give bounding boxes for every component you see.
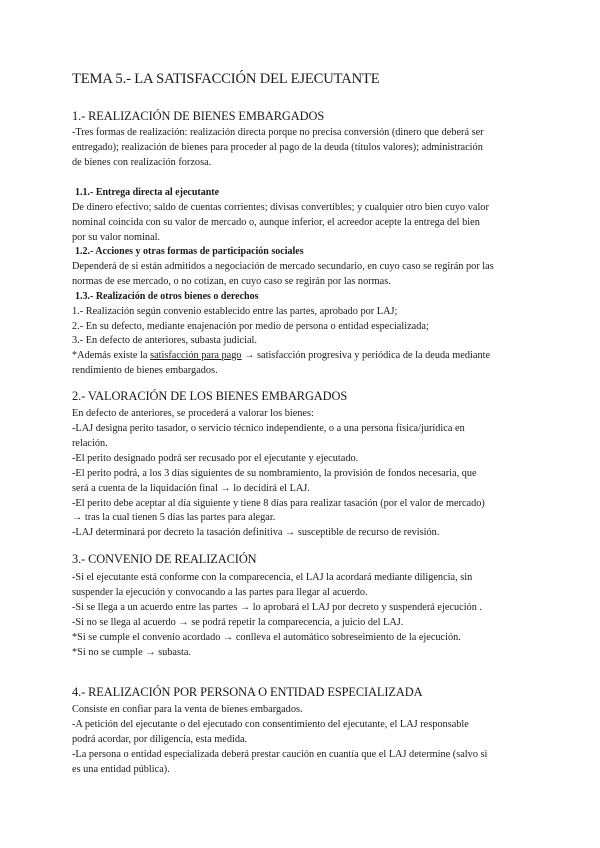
paragraph-line: -LAJ designa perito tasador, o servicio técnico independiente, o a una persona física/jurídica en — [72, 423, 465, 434]
paragraph-line: -Si no se llega al acuerdo → se podrá repetir la comparecencia, a juicio del LAJ. — [72, 617, 404, 628]
paragraph-line: podrá acordar, por diligencia, esta medida. — [72, 734, 248, 745]
paragraph-line: por su valor nominal. — [72, 232, 161, 243]
note-line: rendimiento de bienes embargados. — [72, 365, 218, 376]
satisfaccion-para-pago-term: satisfacción para pago — [150, 350, 242, 361]
paragraph-line: normas de ese mercado, o no cotizan, en cuyo caso se regirán por las normas. — [72, 276, 391, 287]
paragraph-line: -La persona o entidad especializada deberá prestar caución en cuantía que el LAJ determine (salvo si — [72, 749, 488, 760]
list-item: 2.- En su defecto, mediante enajenación por medio de persona o entidad especializada; — [72, 321, 429, 332]
paragraph-line: *Si se cumple el convenio acordado → conlleva el automático sobreseimiento de la ejecución. — [72, 632, 461, 643]
paragraph-line: entregado); realización de bienes para proceder al pago de la deuda (títulos valores); administración — [72, 142, 483, 153]
paragraph-line: -El perito designado podrá ser recusado por el ejecutante y ejecutado. — [72, 453, 359, 464]
paragraph-line: relación. — [72, 438, 108, 449]
paragraph-line: -El perito podrá, a los 3 días siguientes de su nombramiento, la provisión de fondos necesaria, que — [72, 468, 477, 479]
subsection-1-2-heading: 1.2.- Acciones y otras formas de participación sociales — [75, 246, 304, 257]
paragraph-line: -Si el ejecutante está conforme con la comparecencia, el LAJ la acordará mediante diligencia, sin — [72, 572, 473, 583]
note-line — [72, 349, 490, 362]
paragraph-line: De dinero efectivo; saldo de cuentas corrientes; divisas convertibles; y cualquier otro bien cuyo valor — [72, 202, 489, 213]
paragraph-line: -Si se llega a un acuerdo entre las partes → lo aprobará el LAJ por decreto y suspenderá ejecución . — [72, 602, 482, 613]
section-4-heading: 4.- REALIZACIÓN POR PERSONA O ENTIDAD ESPECIALIZADA — [72, 685, 423, 699]
paragraph-line: Consiste en confiar para la venta de bienes embargados. — [72, 704, 303, 715]
paragraph-line: *Si no se cumple → subasta. — [72, 647, 191, 658]
list-item: 1.- Realización según convenio establecido entre las partes, aprobado por LAJ; — [72, 306, 398, 317]
paragraph-line: será a cuenta de la liquidación final → lo decidirá el LAJ. — [72, 483, 310, 494]
paragraph-line: es una entidad pública). — [72, 764, 170, 775]
note-suffix: → satisfacción progresiva y periódica de la deuda mediante — [241, 350, 491, 361]
paragraph-line: Dependerá de si están admitidos a negociación de mercado secundario, en cuyo caso se regirán por las — [72, 261, 494, 272]
section-3-heading: 3.- CONVENIO DE REALIZACIÓN — [72, 552, 257, 566]
section-1-heading: 1.- REALIZACIÓN DE BIENES EMBARGADOS — [72, 109, 325, 123]
paragraph-line: En defecto de anteriores, se procederá a valorar los bienes: — [72, 408, 314, 419]
document-title: TEMA 5.- LA SATISFACCIÓN DEL EJECUTANTE — [72, 71, 380, 87]
subsection-1-3-heading: 1.3.- Realización de otros bienes o derechos — [75, 291, 259, 302]
note-prefix: *Además existe la — [72, 350, 151, 361]
paragraph-line: → tras la cual tienen 5 días las partes para alegar. — [72, 512, 276, 523]
list-item: 3.- En defecto de anteriores, subasta judicial. — [72, 335, 257, 346]
paragraph-line: -El perito debe aceptar al día siguiente y tiene 8 días para realizar tasación (por el valor de mercado) — [72, 498, 485, 509]
paragraph-line: nominal coincida con su valor de mercado o, aunque inferior, el acreedor acepte la entrega del bien — [72, 217, 480, 228]
subsection-1-1-heading: 1.1.- Entrega directa al ejecutante — [75, 187, 220, 198]
paragraph-line: suspender la ejecución y convocando a las partes para llegar al acuerdo. — [72, 587, 368, 598]
paragraph-line: -Tres formas de realización: realización directa porque no precisa conversión (dinero que deberá ser — [72, 127, 484, 138]
paragraph-line: de bienes con realización forzosa. — [72, 157, 212, 168]
paragraph-line: -A petición del ejecutante o del ejecutado con consentimiento del ejecutante, el LAJ responsable — [72, 719, 469, 730]
section-2-heading: 2.- VALORACIÓN DE LOS BIENES EMBARGADOS — [72, 389, 348, 403]
paragraph-line: -LAJ determinará por decreto la tasación definitiva → susceptible de recurso de revisión. — [72, 527, 440, 538]
